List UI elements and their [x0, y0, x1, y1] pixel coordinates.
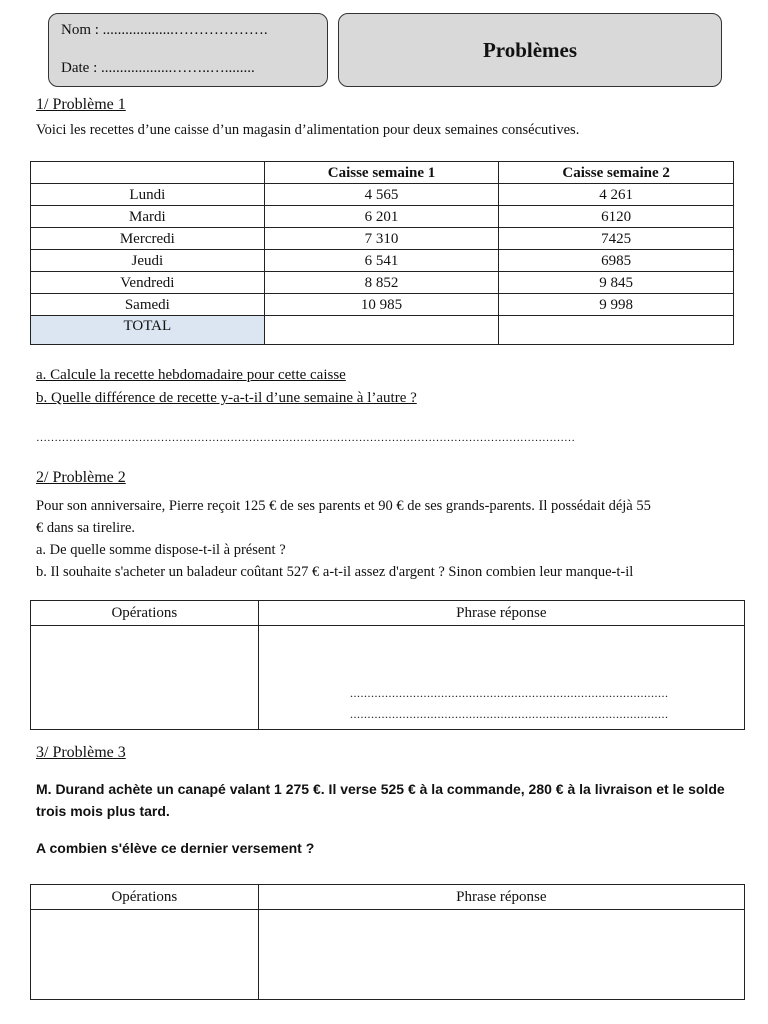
total-label: TOTAL — [31, 316, 265, 345]
problem3-heading: 3/ Problème 3 — [36, 744, 126, 761]
table-row — [31, 206, 734, 228]
name-date-box — [48, 13, 328, 87]
problem1-question-a: a. Calcule la recette hebdomadaire pour cette caisse — [36, 367, 346, 383]
week1-cell: 7 310 — [264, 228, 499, 250]
problem2-question-b: b. Il souhaite s'acheter un baladeur coûtant 527 € a-t-il assez d'argent ? Sinon combien leur manque-t-il — [36, 564, 634, 580]
total-week1-cell[interactable] — [264, 316, 499, 345]
table-row — [31, 184, 734, 206]
table-row — [31, 228, 734, 250]
table-header-row — [31, 885, 745, 910]
table-row — [31, 910, 745, 1000]
week1-cell: 10 985 — [264, 294, 499, 316]
day-cell: Samedi — [31, 294, 265, 316]
phrase-reponse-header: Phrase réponse — [258, 601, 744, 626]
week1-cell: 8 852 — [264, 272, 499, 294]
problem2-heading: 2/ Problème 2 — [36, 469, 126, 486]
problem3-text-line1: M. Durand achète un canapé valant 1 275 €. Il verse 525 € à la commande, 280 € à la livraison et le solde — [36, 781, 725, 797]
date-field[interactable]: Date : ...................……..…........ — [61, 60, 255, 76]
recettes-table — [30, 161, 734, 345]
table-header-cell: Caisse semaine 1 — [264, 162, 499, 184]
table-header-row — [31, 601, 745, 626]
answer-dotted-line[interactable]: ………………………………………………………………………………………………………………………………… — [36, 432, 575, 444]
problem1-question-b: b. Quelle différence de recette y-a-t-il d’une semaine à l’autre ? — [36, 390, 417, 406]
problem1-intro: Voici les recettes d’une caisse d’un magasin d’alimentation pour deux semaines consécutives. — [36, 122, 580, 138]
problem2-text-line2: € dans sa tirelire. — [36, 520, 136, 536]
phrase-reponse-header: Phrase réponse — [258, 885, 744, 910]
operations-cell[interactable] — [31, 626, 259, 730]
problem2-question-a: a. De quelle somme dispose-t-il à présent ? — [36, 542, 286, 558]
week1-cell: 4 565 — [264, 184, 499, 206]
problem3-answer-table — [30, 884, 745, 1000]
week1-cell: 6 541 — [264, 250, 499, 272]
answer-dots-1: ........................................................................................... — [350, 686, 669, 700]
table-header-cell: Caisse semaine 2 — [499, 162, 734, 184]
table-row — [31, 294, 734, 316]
total-row — [31, 316, 734, 345]
day-cell: Mardi — [31, 206, 265, 228]
day-cell: Mercredi — [31, 228, 265, 250]
problem3-question: A combien s'élève ce dernier versement ? — [36, 840, 315, 856]
week2-cell: 9 845 — [499, 272, 734, 294]
page-title: Problèmes — [338, 13, 722, 87]
table-header-cell — [31, 162, 265, 184]
nom-field[interactable]: Nom : ...................………………. — [61, 22, 268, 38]
total-week2-cell[interactable] — [499, 316, 734, 345]
operations-header: Opérations — [31, 885, 259, 910]
problem1-heading: 1/ Problème 1 — [36, 96, 126, 113]
problem3-text-line2: trois mois plus tard. — [36, 803, 170, 819]
day-cell: Lundi — [31, 184, 265, 206]
week1-cell: 6 201 — [264, 206, 499, 228]
table-row — [31, 272, 734, 294]
week2-cell: 4 261 — [499, 184, 734, 206]
week2-cell: 9 998 — [499, 294, 734, 316]
table-row — [31, 250, 734, 272]
week2-cell: 6120 — [499, 206, 734, 228]
operations-cell[interactable] — [31, 910, 259, 1000]
week2-cell: 6985 — [499, 250, 734, 272]
week2-cell: 7425 — [499, 228, 734, 250]
phrase-reponse-cell[interactable] — [258, 910, 744, 1000]
day-cell: Jeudi — [31, 250, 265, 272]
problem2-text-line1: Pour son anniversaire, Pierre reçoit 125 € de ses parents et 90 € de ses grands-parents. Il possédait déjà 55 — [36, 498, 651, 514]
answer-dots-2: ........................................................................................... — [350, 707, 669, 721]
operations-header: Opérations — [31, 601, 259, 626]
table-header-row — [31, 162, 734, 184]
day-cell: Vendredi — [31, 272, 265, 294]
